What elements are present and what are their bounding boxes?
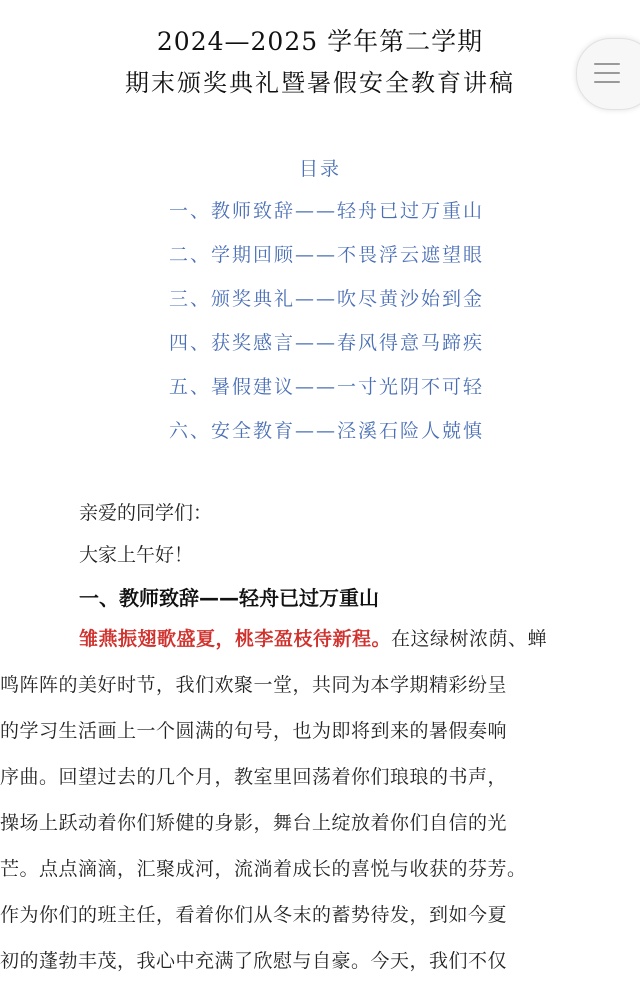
toc-heading: 目录 xyxy=(298,158,341,180)
document-title-line-2: 期末颁奖典礼暨暑假安全教育讲稿 xyxy=(125,69,515,97)
document-title-line-1: 2024—2025 学年第二学期 xyxy=(156,27,484,56)
paragraph-text: 在这绿树浓荫、蝉 xyxy=(391,628,548,650)
greeting-salutation: 亲爱的同学们： xyxy=(79,502,213,524)
paragraph-line: 序曲。回望过去的几个月，教室里回荡着你们琅琅的书声， xyxy=(0,766,508,788)
hamburger-menu-icon xyxy=(594,61,620,85)
paragraph-line xyxy=(79,624,619,670)
section-heading: 一、教师致辞——轻舟已过万重山 xyxy=(79,586,379,610)
section-paragraph xyxy=(0,624,619,992)
menu-button[interactable] xyxy=(576,38,640,110)
greeting-morning: 大家上午好！ xyxy=(79,544,194,566)
paragraph-line: 的学习生活画上一个圆满的句号，也为即将到来的暑假奏响 xyxy=(0,720,508,742)
highlight-text: 雏燕振翅歌盛夏，桃李盈枝待新程。 xyxy=(79,628,392,650)
paragraph-line: 操场上跃动着你们矫健的身影，舞台上绽放着你们自信的光 xyxy=(0,812,508,834)
paragraph-line: 初的蓬勃丰茂，我心中充满了欣慰与自豪。今天，我们不仅 xyxy=(0,950,508,972)
paragraph-line: 芒。点点滴滴，汇聚成河，流淌着成长的喜悦与收获的芬芳。 xyxy=(0,858,527,880)
toc-item[interactable]: 三、颁奖典礼——吹尽黄沙始到金 xyxy=(168,288,484,310)
toc-item[interactable]: 四、获奖感言——春风得意马蹄疾 xyxy=(168,332,484,354)
toc-item[interactable]: 五、暑假建议——一寸光阴不可轻 xyxy=(168,376,484,398)
table-of-contents xyxy=(0,196,484,460)
toc-item[interactable]: 六、安全教育——泾溪石险人兢慎 xyxy=(168,420,484,442)
toc-item[interactable]: 一、教师致辞——轻舟已过万重山 xyxy=(168,200,484,222)
paragraph-line: 作为你们的班主任，看着你们从冬末的蓄势待发，到如今夏 xyxy=(0,904,508,926)
paragraph-line: 鸣阵阵的美好时节，我们欢聚一堂，共同为本学期精彩纷呈 xyxy=(0,674,508,696)
toc-item[interactable]: 二、学期回顾——不畏浮云遮望眼 xyxy=(168,244,484,266)
